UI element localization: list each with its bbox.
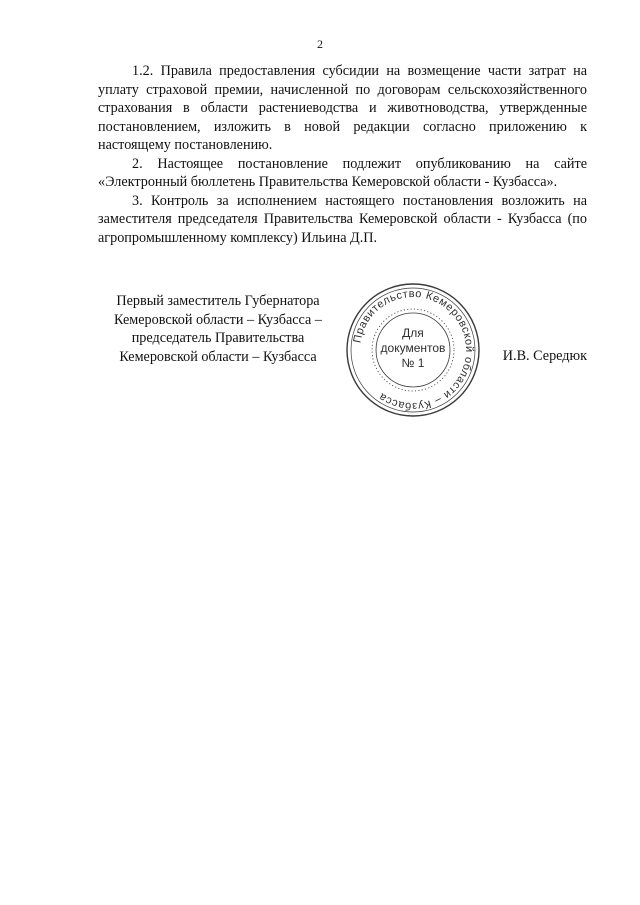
signer-position <box>98 292 338 366</box>
position-line: Первый заместитель Губернатора <box>116 293 320 309</box>
signature-block <box>98 287 587 413</box>
paragraph-2: 2. Настоящее постановление подлежит опубликованию на сайте «Электронный бюллетень Правительства Кемеровской области - Кузбасса». <box>98 155 587 190</box>
paragraph-1-2: 1.2. Правила предоставления субсидии на возмещение части затрат на уплату страховой премии, начисленной по договорам сельскохозяйственного страхования в области растениеводства и животноводства, утвержденные постановлением, изложить в новой редакции согласно приложению к настоящему постановлению. <box>98 63 587 153</box>
position-line: председатель Правительства <box>131 330 305 346</box>
official-seal-stamp <box>343 280 483 420</box>
document-body <box>98 62 587 247</box>
signer-name: И.В. Середюк <box>502 348 587 364</box>
position-line: Кемеровской области – Кузбасса – <box>114 311 322 328</box>
seal-ring-textpath: Правительство Кемеровской области – Кузбасса <box>351 287 476 413</box>
paragraph-3: 3. Контроль за исполнением настоящего постановления возложить на заместителя председателя Правительства Кемеровской области - Кузбасса (по агропромышленному комплексу) Ильина Д.П. <box>98 192 587 246</box>
seal-center-line-2: документов <box>380 341 446 355</box>
seal-center-line-1: Для <box>402 326 424 340</box>
page-number: 2 <box>317 37 323 51</box>
seal-center-line-3: № 1 <box>401 356 425 370</box>
position-line: Кемеровской области – Кузбасса <box>119 348 317 365</box>
